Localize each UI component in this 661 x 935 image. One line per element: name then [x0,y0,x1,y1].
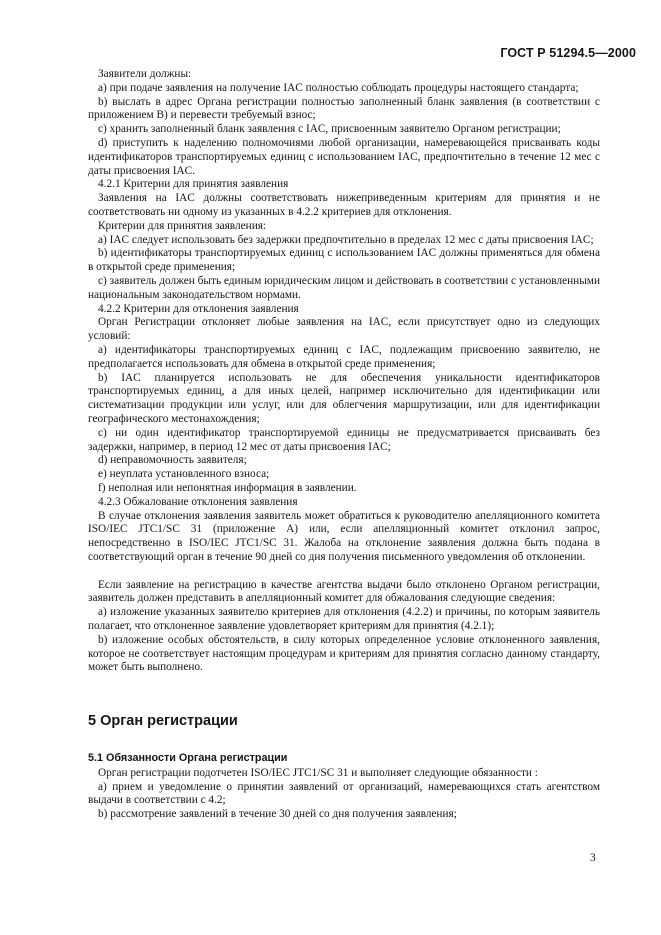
document-header: ГОСТ Р 51294.5—2000 [500,46,636,60]
paragraph: с) хранить заполненный бланк заявления с IAC, присвоенным заявителю Органом регистрации; [98,123,561,136]
paragraph: b) идентификаторы транспортируемых единиц с использованием IAC должны применяться для обмена в открытой среде применения; [88,247,600,274]
paragraph: Орган Регистрации отклоняет любые заявления на IAC, если присутствует одно из следующих условий: [88,316,600,343]
page-number: 3 [590,852,596,864]
paragraph: b) рассмотрение заявлений в течение 30 дней со дня получения заявления; [98,808,457,821]
paragraph: b) IAC планируется использовать не для обеспечения уникальности идентификаторов транспортируемых единиц, а для иных целей, например исключительно для идентификации или систематизации продукции или услуг, или для облегчения маршрутизации, или для идентификации географического местонахождения; [88,371,600,425]
paragraph: а) при подаче заявления на получение IAC полностью соблюдать процедуры настоящего стандарта; [98,81,579,94]
paragraph: а) изложение указанных заявителю критериев для отклонения (4.2.2) и причины, по которым заявитель полагает, что отклоненное заявление удовлетворяет критериям для принятия (4.2.1); [88,606,600,633]
body-text [88,68,600,675]
section-heading: 5 Орган регистрации [88,713,238,729]
paragraph: Заявители должны: [98,68,192,80]
paragraph: b) изложение особых обстоятельств, в силу которых определенное условие отклоненного заявления, которое не соответствует настоящим процедурам и критериям для принятия согласно данному стандарту, может быть выполнено. [88,633,600,674]
paragraph: d) приступить к наделению полномочиями любой организации, намеревающейся присваивать коды идентификаторов транспортируемых единиц с использованием IAC, предпочтительно в течение 12 мес с даты присвоения IAC. [88,136,600,177]
clause-heading: 4.2.2 Критерии для отклонения заявления [98,302,299,315]
paragraph: В случае отклонения заявления заявитель может обратиться к руководителю апелляционного комитета ISO/IEC JTC1/SC 31 (приложение А) или, если апелляционный комитет отклонил запрос, непосредственно в ISO/IEC JTC1/SC 31. Жалоба на отклонение заявления должна быть подана в соответствующий орган в течение 90 дней со дня получения письменного уведомления об отклонении. [88,509,600,563]
section-body [88,752,600,822]
paragraph: b) выслать в адрес Органа регистрации полностью заполненный бланк заявления (в соответствии с приложением В) и перевести требуемый взнос; [88,95,600,122]
paragraph: f) неполная или непонятная информация в заявлении. [98,481,357,494]
paragraph: Критерии для принятия заявления: [98,219,267,232]
paragraph: с) ни один идентификатор транспортируемой единицы не предусматривается присваивать без задержки, например, в период 12 мес от даты присвоения IAC; [88,426,600,453]
paragraph: а) IAC следует использовать без задержки предпочтительно в пределах 12 мес с даты присвоения IAC; [98,233,594,246]
paragraph: Орган регистрации подотчетен ISO/IEC JTC1/SC 31 и выполняет следующие обязанности : [98,766,538,779]
paragraph: с) заявитель должен быть единым юридическим лицом и действовать в соответствии с установленными национальным законодательством нормами. [88,274,600,301]
paragraph: а) прием и уведомление о принятии заявлений от организаций, намеревающихся стать агентством выдачи в соответствии с 4.2; [88,780,600,807]
clause-heading: 4.2.3 Обжалование отклонения заявления [98,495,298,508]
paragraph: d) неправомочность заявителя; [98,454,247,467]
paragraph: а) идентификаторы транспортируемых единиц с IAC, подлежащим присвоению заявителю, не предполагается использовать для обмена в открытой среде применения; [88,343,600,370]
subsection-heading: 5.1 Обязанности Органа регистрации [88,752,288,764]
clause-heading: 4.2.1 Критерии для принятия заявления [98,178,289,191]
paragraph: Заявления на IAC должны соответствовать нижеприведенным критериям для принятия и не соответствовать ни одному из указанных в 4.2.2 критериев для отклонения. [88,192,600,218]
paragraph: Если заявление на регистрацию в качестве агентства выдачи было отклонено Органом регистрации, заявитель должен представить в апелляционный комитет для обжалования следующие сведения: [88,578,600,605]
paragraph: е) неуплата установленного взноса; [98,468,270,481]
